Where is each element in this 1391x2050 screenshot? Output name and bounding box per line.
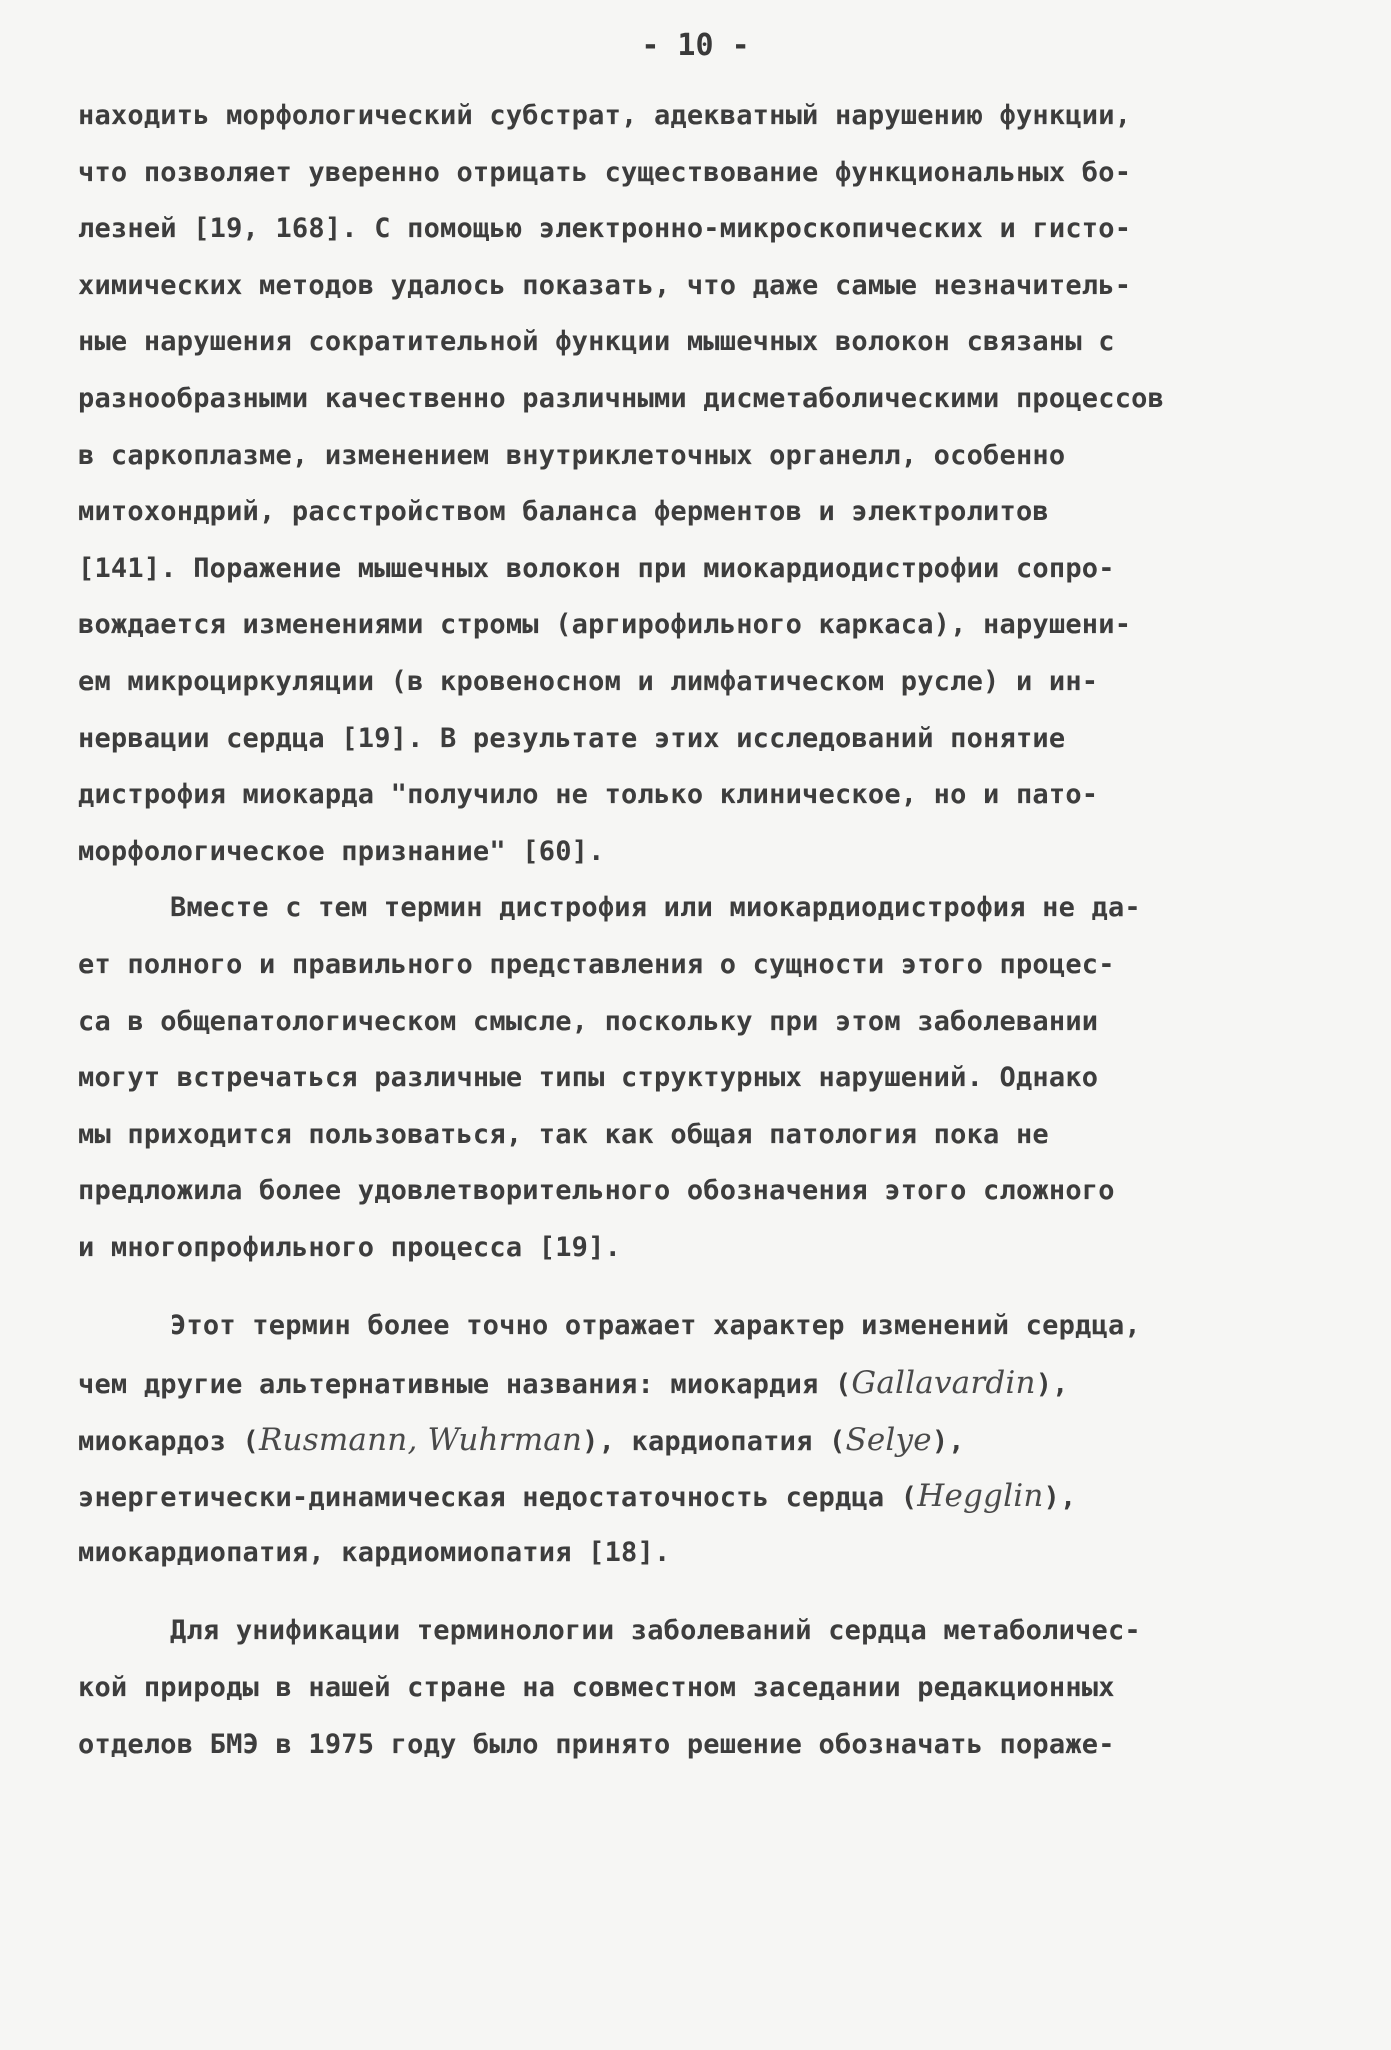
paragraph-spacer bbox=[78, 1276, 1330, 1298]
text-line: химических методов удалось показать, что даже самые незначитель- bbox=[78, 269, 1132, 301]
text-line: ные нарушения сократительной функции мышечных волокон связаны с bbox=[78, 326, 1115, 358]
text-line bbox=[78, 1468, 1330, 1525]
paragraph-3 bbox=[78, 1298, 1330, 1581]
text-line: Этот термин более точно отражает характер изменений сердца, bbox=[170, 1310, 1141, 1342]
text-line: лезней [19, 168]. С помощью электронно-микроскопических и гисто- bbox=[78, 213, 1132, 245]
text-line: кой природы в нашей стране на совместном заседании редакционных bbox=[78, 1672, 1115, 1704]
text-line: мы приходится пользоваться, так как общая патология пока не bbox=[78, 1118, 1049, 1150]
text-line: Вместе с тем термин дистрофия или миокардиодистрофия не да- bbox=[170, 892, 1141, 924]
text-segment: ), bbox=[931, 1425, 965, 1457]
text-line: что позволяет уверенно отрицать существование функциональных бо- bbox=[78, 156, 1132, 188]
text-line: находить морфологический субстрат, адекватный нарушению функции, bbox=[78, 100, 1132, 131]
text-segment: ), bbox=[1035, 1369, 1069, 1401]
handwritten-name: Selye bbox=[845, 1421, 932, 1458]
text-segment: энергетически-динамическая недостаточность сердца ( bbox=[78, 1482, 918, 1514]
handwritten-name: Gallavardin bbox=[851, 1365, 1036, 1402]
text-segment: ), bbox=[1043, 1482, 1077, 1514]
text-line: отделов БМЭ в 1975 году было принято решение обозначать пораже- bbox=[78, 1728, 1115, 1760]
text-line: предложила более удовлетворительного обозначения этого сложного bbox=[78, 1175, 1115, 1207]
text-line: ет полного и правильного представления о сущности этого процес- bbox=[78, 948, 1115, 980]
page-number: - 10 - bbox=[641, 28, 750, 63]
text-line: и многопрофильного процесса [19]. bbox=[78, 1231, 622, 1263]
text-segment: ), кардиопатия ( bbox=[582, 1425, 846, 1457]
text-segment: чем другие альтернативные названия: миокардия ( bbox=[78, 1369, 852, 1401]
text-line bbox=[78, 1355, 1330, 1412]
paragraph-spacer bbox=[78, 1581, 1330, 1603]
paragraph-2 bbox=[78, 880, 1330, 1276]
document-body bbox=[78, 88, 1330, 1773]
text-segment: миокардоз ( bbox=[78, 1425, 260, 1457]
text-line bbox=[78, 1412, 1330, 1469]
text-line: нервации сердца [19]. В результате этих исследований понятие bbox=[78, 722, 1066, 754]
text-line: са в общепатологическом смысле, поскольку при этом заболевании bbox=[78, 1005, 1099, 1037]
text-line: в саркоплазме, изменением внутриклеточных органелл, особенно bbox=[78, 439, 1066, 471]
handwritten-name: Hegglin bbox=[917, 1478, 1044, 1515]
text-line: могут встречаться различные типы структурных нарушений. Однако bbox=[78, 1062, 1099, 1094]
text-line: миокардиопатия, кардиомиопатия [18]. bbox=[78, 1536, 671, 1568]
text-line: ем микроциркуляции (в кровеносном и лимфатическом русле) и ин- bbox=[78, 665, 1099, 697]
handwritten-name: Rusmann, Wuhrman bbox=[259, 1421, 583, 1458]
text-line: дистрофия миокарда "получило не только клиническое, но и пато- bbox=[78, 779, 1099, 811]
text-line: разнообразными качественно различными дисметаболическими процессов bbox=[78, 382, 1165, 414]
paragraph-4 bbox=[78, 1603, 1330, 1773]
text-line: митохондрий, расстройством баланса ферментов и электролитов bbox=[78, 496, 1049, 528]
text-line: [141]. Поражение мышечных волокон при миокардиодистрофии сопро- bbox=[78, 552, 1115, 584]
text-line: Для унификации терминологии заболеваний сердца метаболичес- bbox=[170, 1615, 1141, 1647]
paragraph-1 bbox=[78, 88, 1330, 880]
text-line: вождается изменениями стромы (аргирофильного каркаса), нарушени- bbox=[78, 609, 1132, 641]
text-line: морфологическое признание" [60]. bbox=[78, 835, 605, 867]
